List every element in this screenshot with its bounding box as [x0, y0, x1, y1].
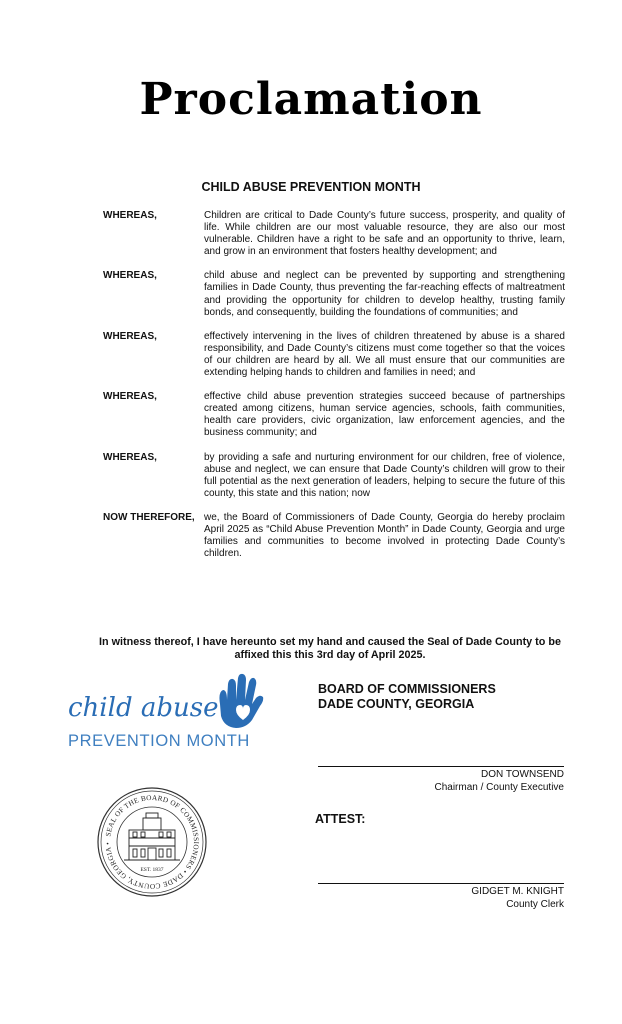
- clauses-section: [103, 210, 565, 572]
- logo-prevention-text: PREVENTION MONTH: [68, 732, 250, 750]
- seal-established: EST. 1837: [140, 867, 164, 873]
- logo-script-text: child abuse: [68, 693, 219, 723]
- clause-label: WHEREAS,: [103, 451, 157, 463]
- board-line-1: BOARD OF COMMISSIONERS: [318, 682, 496, 696]
- board-line-2: DADE COUNTY, GEORGIA: [318, 697, 475, 711]
- proclamation-subtitle: CHILD ABUSE PREVENTION MONTH: [201, 180, 421, 194]
- seal-ring-text: SEAL OF THE BOARD OF COMMISSIONERS • DADE COUNTY, GEORGIA •: [103, 793, 201, 891]
- proclamation-title: Proclamation: [139, 74, 483, 125]
- clause-label: NOW THEREFORE,: [103, 511, 195, 523]
- clause-1: [103, 210, 565, 258]
- hand-heart-icon: [219, 674, 263, 728]
- clause-text: effectively intervening in the lives of children threatened by abuse is a shared responsibility, and Dade County’s citizens must come together so that the voices of our children are heard by all. We all must ensure that our communities are extending helping hands to children and families in need; and: [204, 330, 565, 379]
- child-abuse-prevention-logo: [68, 672, 264, 754]
- signer-role: County Clerk: [506, 898, 564, 910]
- signer-name: GIDGET M. KNIGHT: [471, 886, 564, 897]
- clause-now-therefore: [103, 512, 565, 560]
- clause-label: WHEREAS,: [103, 210, 157, 221]
- clause-4: [103, 391, 565, 439]
- clause-2: [103, 270, 565, 318]
- clerk-signature-block: [318, 886, 564, 911]
- clause-text: we, the Board of Commissioners of Dade County, Georgia do hereby proclaim April 2025 as “Child Abuse Prevention Month” in Dade County, Georgia and urge families and communities to become involved in protecting Dade County’s children.: [204, 511, 565, 560]
- clause-text: effective child abuse prevention strategies succeed because of partnerships created among citizens, human service agencies, schools, faith communities, health care providers, civic organization, law enforcement agencies, and the business community; and: [204, 391, 565, 439]
- clause-3: [103, 331, 565, 379]
- witness-statement: In witness thereof, I have hereunto set my hand and caused the Seal of Dade County to be affixed this this 3rd day of April 2025.: [99, 636, 561, 661]
- clause-label: WHEREAS,: [103, 270, 157, 282]
- svg-text:SEAL OF THE BOARD OF COMMISSIO: [104, 794, 200, 890]
- attest-label: ATTEST:: [315, 812, 366, 826]
- courthouse-icon: [124, 813, 180, 860]
- county-seal: [96, 786, 208, 898]
- clause-5: [103, 452, 565, 500]
- signer-name: DON TOWNSEND: [481, 769, 564, 780]
- chairman-signature-line: [318, 766, 564, 767]
- clerk-signature-line: [318, 883, 564, 884]
- chairman-signature-block: [318, 769, 564, 794]
- clause-text: child abuse and neglect can be prevented by supporting and strengthening families in Dade County, thus preventing the far-reaching effects of maltreatment and providing the opportunity for children to develop healthy, trusting family bonds, and consequently, building the foundations of communities; and: [204, 270, 565, 318]
- clause-text: Children are critical to Dade County’s future success, prosperity, and quality of life. While children are our most valuable resource, they are also our most vulnerable. Children have a right to be safe and an opportunity to thrive, learn, and grow in an environment that fosters healthy development; and: [204, 210, 565, 258]
- clause-label: WHEREAS,: [103, 391, 157, 403]
- clause-label: WHEREAS,: [103, 330, 157, 342]
- signer-role: Chairman / County Executive: [434, 781, 564, 793]
- clause-text: by providing a safe and nurturing environment for our children, free of violence, abuse and neglect, we can ensure that Dade County’s children will grow to their full potential as the next generation of leaders, helping to secure the future of this county, this state and this nation; now: [204, 451, 565, 499]
- board-heading: [318, 682, 496, 712]
